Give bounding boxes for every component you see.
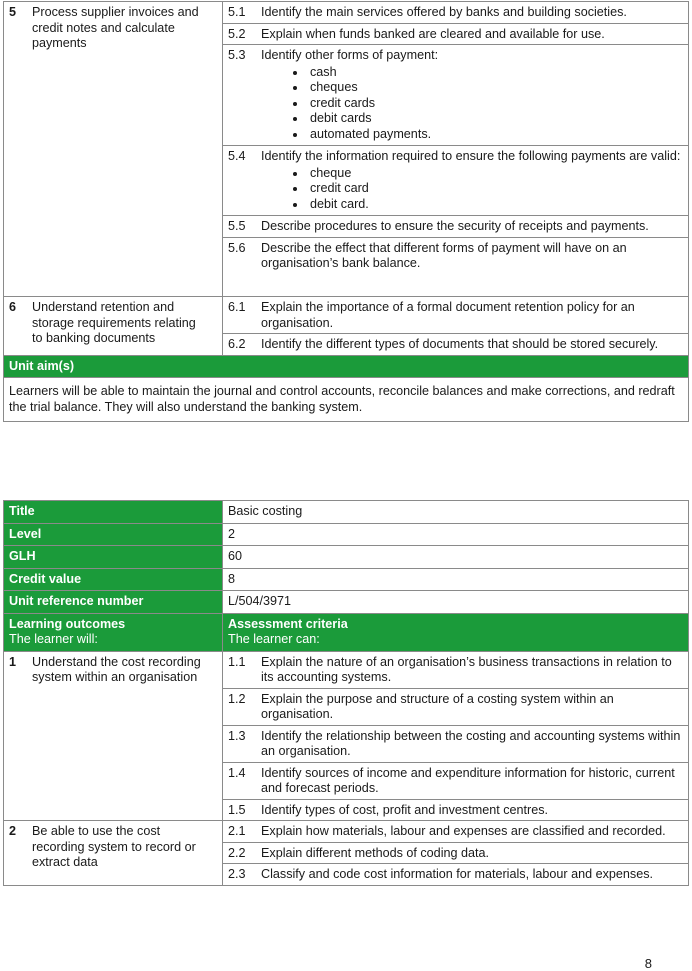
list-item: • cheque (307, 166, 683, 182)
credit-value-row (4, 568, 689, 591)
glh-label: GLH (4, 546, 223, 569)
outcome-cell (4, 2, 223, 297)
criterion-6-2 (223, 334, 688, 355)
criterion-body (261, 48, 683, 143)
criterion-number: 2.2 (228, 845, 246, 860)
unit-aims-row (4, 378, 689, 422)
unit-table-continued (3, 1, 689, 422)
criterion-1-2 (223, 689, 688, 726)
criterion-number: 2.3 (228, 867, 246, 881)
criterion-number: 1.1 (228, 654, 246, 669)
criterion-number: 1.2 (228, 691, 246, 706)
criterion-text: Explain the nature of an organisation’s business transactions in relation to its accounting systems. (261, 654, 672, 684)
criterion-number: 1.3 (228, 728, 246, 743)
criterion-text: Describe procedures to ensure the security of receipts and payments. (261, 219, 649, 233)
level-value: 2 (223, 523, 689, 546)
unit-reference-value: L/504/3971 (223, 591, 689, 614)
outcome-text: Be able to use the cost recording system to record or extract data (32, 824, 196, 869)
criterion-number: 5.1 (228, 5, 246, 19)
assessment-criteria-title: Assessment criteria (228, 616, 348, 631)
criterion-number: 6.1 (228, 300, 246, 314)
glh-value: 60 (223, 546, 689, 569)
criterion-number: 5.2 (228, 26, 246, 41)
outcome-cell (4, 821, 223, 886)
criterion-text: Identify types of cost, profit and investment centres. (261, 802, 548, 817)
unit-aims-header-row (4, 355, 689, 378)
unit-reference-row (4, 591, 689, 614)
criterion-text: Explain the importance of a formal document retention policy for an organisation. (261, 300, 635, 330)
criterion-1-3 (223, 726, 688, 763)
bullet-list (261, 65, 683, 143)
outcome-row-5 (4, 2, 689, 297)
outcome-number: 1 (9, 654, 17, 669)
criterion-text: Identify the relationship between the costing and accounting systems within an organisation. (261, 728, 681, 758)
outcome-row-2 (4, 821, 689, 886)
outcome-number: 5 (9, 5, 17, 19)
list-item: • debit cards (307, 111, 683, 127)
list-item: • cash (307, 65, 683, 81)
title-value: Basic costing (223, 501, 689, 524)
learning-outcomes-header (4, 613, 223, 651)
criterion-body (261, 149, 683, 213)
criterion-number: 1.5 (228, 802, 246, 817)
criterion-text: Identify other forms of payment: (261, 48, 439, 62)
credit-value-label: Credit value (4, 568, 223, 591)
assessment-criteria-sub: The learner can: (228, 632, 320, 646)
outcome-row-6 (4, 297, 689, 356)
criterion-2-1 (223, 821, 688, 843)
criterion-text: Explain how materials, labour and expenses are classified and recorded. (261, 824, 666, 838)
criterion-1-1 (223, 652, 688, 689)
criteria-cell (223, 297, 689, 356)
criterion-text: Identify the information required to ensure the following payments are valid: (261, 149, 681, 163)
criterion-text: Identify sources of income and expenditure information for historic, current and forecast periods. (261, 765, 675, 795)
criterion-number: 5.3 (228, 48, 246, 62)
criterion-1-5 (223, 800, 688, 821)
criterion-5-5 (223, 216, 688, 238)
credit-value-value: 8 (223, 568, 689, 591)
list-item: • debit card. (307, 197, 683, 213)
criterion-1-4 (223, 763, 688, 800)
glh-row (4, 546, 689, 569)
criterion-number: 5.6 (228, 240, 246, 255)
criterion-5-4 (223, 146, 688, 216)
column-header-row (4, 613, 689, 651)
outcome-text: Understand the cost recording system within an organisation (32, 654, 201, 684)
criterion-number: 2.1 (228, 824, 246, 838)
criterion-number: 5.5 (228, 219, 246, 233)
criterion-6-1 (223, 297, 688, 334)
criterion-2-3 (223, 864, 688, 885)
level-row (4, 523, 689, 546)
assessment-criteria-header (223, 613, 689, 651)
bullet-list (261, 166, 683, 213)
title-row (4, 501, 689, 524)
outcome-cell (4, 651, 223, 821)
criterion-number: 1.4 (228, 765, 246, 780)
outcome-number: 2 (9, 824, 17, 838)
outcome-text: Process supplier invoices and credit notes and calculate payments (32, 5, 199, 50)
criterion-number: 5.4 (228, 149, 246, 163)
criterion-5-3 (223, 45, 688, 146)
criterion-text: Explain the purpose and structure of a costing system within an organisation. (261, 691, 614, 721)
page-number: 8 (644, 956, 652, 971)
unit-aims-text: Learners will be able to maintain the journal and control accounts, reconcile balances and make corrections, and redraft the trial balance. They will also understand the banking system. (4, 378, 689, 422)
list-item: • credit cards (307, 96, 683, 112)
criterion-2-2 (223, 843, 688, 865)
criterion-number: 6.2 (228, 337, 246, 351)
unit-aims-label: Unit aim(s) (4, 355, 689, 378)
list-item: • cheques (307, 80, 683, 96)
unit-reference-label: Unit reference number (4, 591, 223, 614)
level-label: Level (4, 523, 223, 546)
outcome-cell (4, 297, 223, 356)
title-label: Title (4, 501, 223, 524)
criterion-text: Classify and code cost information for materials, labour and expenses. (261, 867, 654, 881)
criterion-text: Explain different methods of coding data. (261, 845, 490, 860)
criterion-5-2 (223, 24, 688, 46)
outcome-text: Understand retention and storage requirements relating to banking documents (32, 300, 196, 345)
learning-outcomes-sub: The learner will: (9, 632, 98, 646)
outcome-number: 6 (9, 300, 17, 314)
criterion-text: Identify the different types of documents that should be stored securely. (261, 337, 659, 351)
list-item: • credit card (307, 181, 683, 197)
criteria-cell (223, 821, 689, 886)
outcome-row-1 (4, 651, 689, 821)
criterion-5-1 (223, 2, 688, 24)
criterion-text: Identify the main services offered by banks and building societies. (261, 5, 627, 19)
list-item: • automated payments. (307, 127, 683, 143)
learning-outcomes-title: Learning outcomes (9, 616, 126, 631)
criterion-text: Explain when funds banked are cleared and available for use. (261, 26, 605, 41)
criterion-text: Describe the effect that different forms of payment will have on an organisation’s bank balance. (261, 240, 627, 270)
criteria-cell (223, 2, 689, 297)
criteria-cell (223, 651, 689, 821)
criterion-5-6 (223, 238, 688, 274)
unit-table-basic-costing (3, 500, 689, 886)
